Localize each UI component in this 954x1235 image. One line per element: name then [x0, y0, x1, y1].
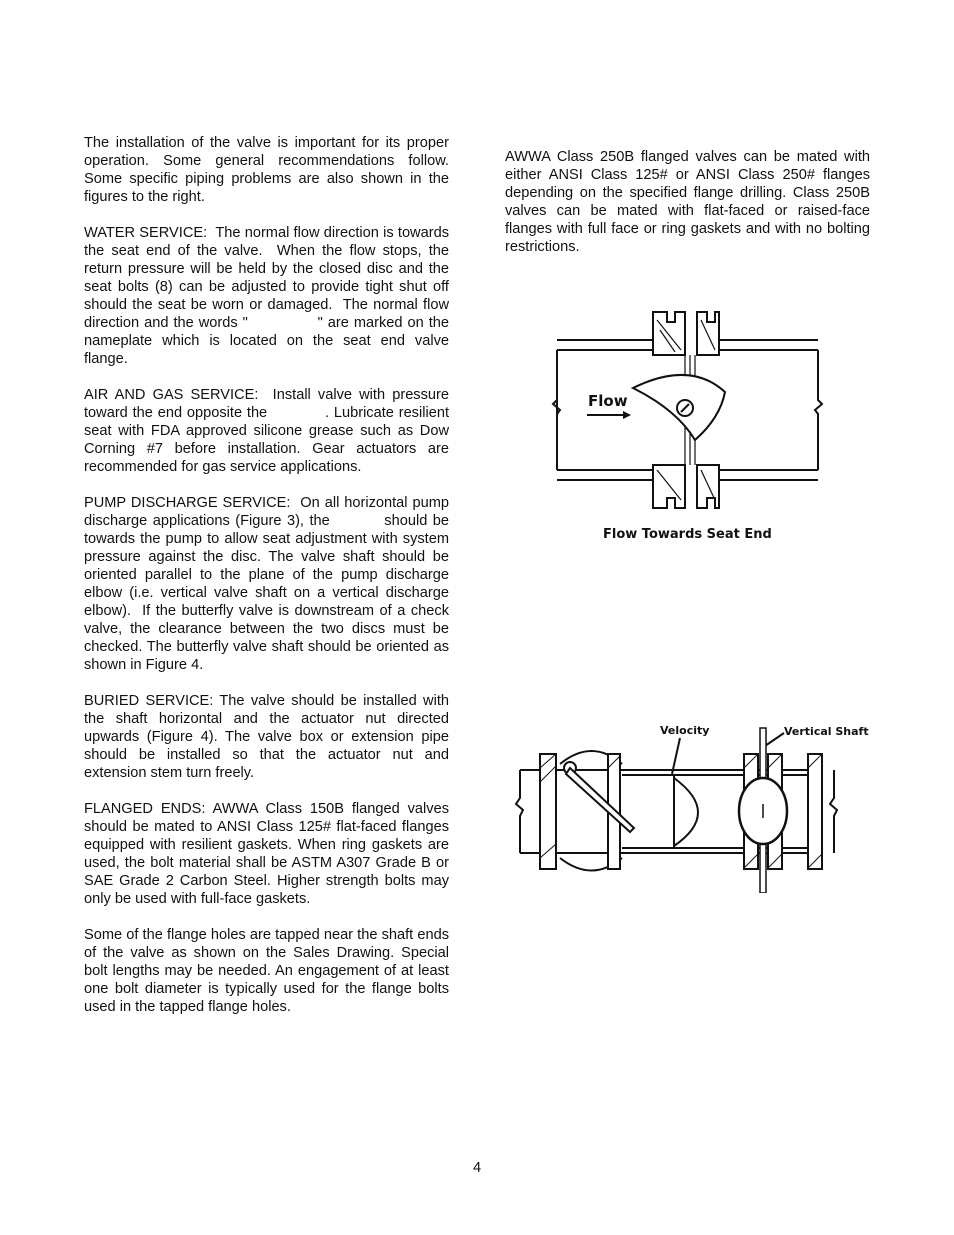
intro-paragraph: The installation of the valve is important for its proper operation. Some general recommendations follow. Some specific piping problems are also shown in the figures to the right.	[84, 135, 449, 205]
left-column	[84, 134, 454, 1034]
flow-towards-seat-end-figure	[515, 300, 835, 550]
page-number: 4	[472, 1160, 482, 1176]
flow-arrow-icon	[623, 411, 631, 419]
flanged-ends-paragraph: FLANGED ENDS: AWWA Class 150B flanged valves should be mated to ANSI Class 125# flat-faced flanges equipped with resilient gaskets. When ring gaskets are used, the bolt material shall be ASTM A307 Grade B or SAE Grade 2 Carbon Steel. Higher strength bolts may only be used with full-face gaskets.	[84, 801, 449, 907]
buried-service-paragraph: BURIED SERVICE: The valve should be installed with the shaft horizontal and the actuator nut directed upwards (Figure 4). The valve box or extension pipe should be installed so that the actuator nut and extension stem turn freely.	[84, 693, 449, 781]
water-service-paragraph: WATER SERVICE: The normal flow direction is towards the seat end of the valve. When the flow stops, the return pressure will be held by the closed disc and the seat bolts (8) can be adjusted to provide tight shut off should the seat be worn or damaged. The normal flow direction and the words " " are marked on the nameplate which is located on the seat end valve flange.	[84, 225, 454, 367]
air-gas-service-paragraph: AIR AND GAS SERVICE: Install valve with pressure toward the end opposite the . Lubricate resilient seat with FDA approved silicone grease such as Dow Corning #7 before installation. Gear actuators are recommended for gas service applications.	[84, 387, 454, 475]
velocity-label: Velocity	[660, 724, 710, 737]
tapped-holes-paragraph: Some of the flange holes are tapped near the shaft ends of the valve as shown on the Sales Drawing. Special bolt lengths may be needed. An engagement of at least one bolt diameter is typically used for the flange bolts used in the tapped flange holes.	[84, 927, 449, 1015]
pump-discharge-paragraph: PUMP DISCHARGE SERVICE: On all horizontal pump discharge applications (Figure 3), the should be towards the pump to allow seat adjustment with system pressure against the disc. The valve shaft should be oriented parallel to the plane of the pump discharge elbow (i.e. vertical valve shaft on a vertical discharge elbow). If the butterfly valve is downstream of a check valve, the clearance between the two discs must be checked. The butterfly valve shaft should be oriented as shown in Figure 4.	[84, 495, 454, 673]
right-column	[505, 148, 870, 274]
check-valve-butterfly-figure	[512, 718, 872, 893]
flow-label: Flow	[588, 392, 628, 410]
class-250b-paragraph: AWWA Class 250B flanged valves can be mated with either ANSI Class 125# or ANSI Class 250# flanges depending on the specified flange drilling. Class 250B valves can be mated with flat-faced or raised-face flanges with full face or ring gaskets and with no bolting restrictions.	[505, 149, 870, 255]
vertical-shaft-label: Vertical Shaft	[784, 725, 869, 738]
figure1-caption: Flow Towards Seat End	[603, 527, 772, 542]
